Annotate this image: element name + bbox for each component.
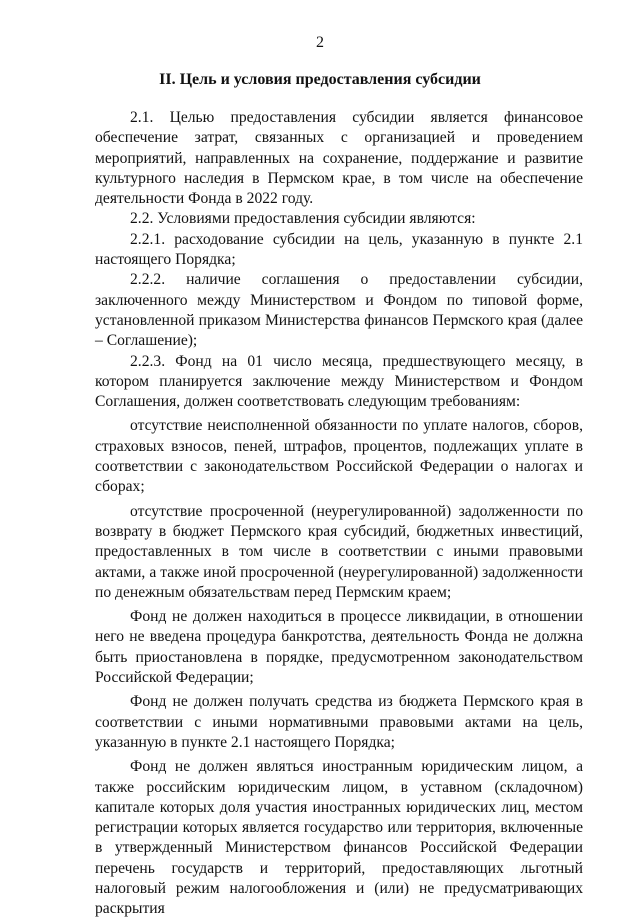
paragraph-2-1: 2.1. Целью предоставления субсидии является финансовое обеспечение затрат, связанных с организацией и проведением мероприятий, направленных на сохранение, поддержание и развитие культурного наследия в Пермском крае, в том числе на обеспечение деятельности Фонда в 2022 году. bbox=[95, 109, 583, 208]
requirement-no-overdue-debt: отсутствие просроченной (неурегулированной) задолженности по возврату в бюджет Пермского края субсидий, бюджетных инвестиций, предоставленных в том числе в соответствии с иными правовыми актами, а также иной просроченной (неурегулированной) задолженности по денежным обязательствам перед Пермским краем; bbox=[95, 502, 583, 601]
paragraph-2-2: 2.2. Условиями предоставления субсидии являются: bbox=[130, 210, 476, 228]
document-body bbox=[95, 108, 583, 920]
requirement-not-foreign-entity: Фонд не должен являться иностранным юридическим лицом, а также российским юридическим лицом, в уставном (складочном) капитале которых доля участия иностранных юридических лиц, местом регистрации которых является государство или территория, включенные в утвержденный Министерством финансов Российской Федерации перечень государств и территорий, предоставляющих льготный налоговый режим налогообложения и (или) не предусматривающих раскрытия bbox=[95, 758, 583, 918]
section-heading: II. Цель и условия предоставления субсидии bbox=[159, 71, 481, 88]
paragraph-2-2-3: 2.2.3. Фонд на 01 число месяца, предшествующего месяцу, в котором планируется заключение между Министерством и Фондом Соглашения, должен соответствовать следующим требованиям: bbox=[95, 352, 583, 411]
requirement-no-tax-debt: отсутствие неисполненной обязанности по уплате налогов, сборов, страховых взносов, пеней, штрафов, процентов, подлежащих уплате в соответствии с законодательством Российской Федерации о налогах и сборах; bbox=[95, 417, 583, 496]
paragraph-2-2-1: 2.2.1. расходование субсидии на цель, указанную в пункте 2.1 настоящего Порядка; bbox=[95, 230, 583, 269]
paragraph-2-2-2: 2.2.2. наличие соглашения о предоставлении субсидии, заключенного между Министерством и Фондом по типовой форме, установленной приказом Министерства финансов Пермского края (далее – Соглашение); bbox=[95, 271, 583, 350]
page-number: 2 bbox=[316, 34, 324, 51]
requirement-no-liquidation: Фонд не должен находиться в процессе ликвидации, в отношении него не введена процедура банкротства, деятельность Фонда не должна быть приостановлена в порядке, предусмотренном законодательством Российской Федерации; bbox=[95, 608, 583, 687]
requirement-no-other-funding: Фонд не должен получать средства из бюджета Пермского края в соответствии с иными нормативными правовыми актами на цель, указанную в пункте 2.1 настоящего Порядка; bbox=[95, 693, 583, 751]
